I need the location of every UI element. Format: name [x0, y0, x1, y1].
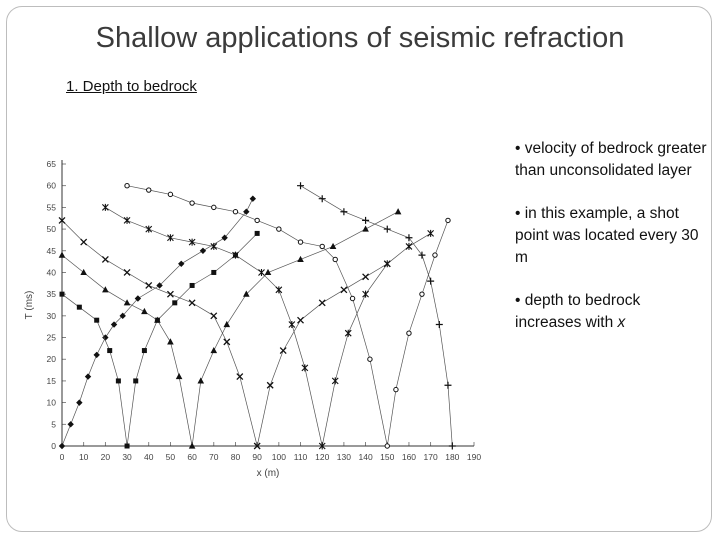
data-point — [363, 291, 369, 298]
y-tick-label: 15 — [46, 375, 56, 386]
data-point — [189, 300, 195, 306]
data-point — [333, 257, 337, 261]
data-point — [319, 300, 325, 306]
data-point — [102, 204, 108, 211]
x-tick-label: 80 — [230, 452, 241, 462]
data-point — [277, 227, 281, 231]
data-point — [332, 377, 338, 384]
data-point — [141, 308, 148, 314]
x-tick-label: 60 — [187, 452, 197, 462]
bullet-text: • depth to bedrock increases with — [515, 292, 641, 331]
data-point — [428, 230, 434, 237]
data-point — [147, 188, 151, 192]
data-point — [200, 248, 206, 254]
series-group — [59, 217, 390, 449]
data-point — [211, 270, 216, 275]
bullet-italic-x: x — [617, 314, 626, 331]
data-point — [237, 374, 243, 380]
data-point — [368, 357, 372, 361]
data-point — [394, 387, 398, 391]
data-point — [444, 382, 451, 389]
data-point — [167, 234, 173, 241]
bullet-list — [515, 138, 710, 355]
data-point — [176, 373, 183, 379]
x-tick-label: 0 — [59, 452, 65, 462]
data-point — [212, 205, 216, 209]
series-line — [62, 212, 398, 446]
data-point — [107, 348, 112, 353]
data-point — [189, 239, 195, 246]
data-point — [289, 321, 295, 328]
data-point — [406, 243, 412, 250]
data-point — [197, 377, 204, 383]
data-point — [436, 321, 443, 328]
data-point — [297, 182, 304, 189]
data-point — [407, 331, 411, 335]
data-point — [319, 195, 326, 202]
y-tick-label: 50 — [46, 224, 56, 235]
x-tick-label: 50 — [165, 452, 176, 462]
y-tick-label: 25 — [46, 332, 56, 343]
y-tick-label: 20 — [46, 354, 56, 365]
data-point — [190, 201, 194, 205]
series-group — [125, 183, 450, 448]
x-tick-label: 90 — [252, 452, 262, 462]
x-tick-label: 180 — [445, 452, 460, 462]
series-line — [301, 186, 453, 446]
data-point — [255, 231, 260, 236]
data-point — [133, 378, 138, 383]
data-point — [363, 274, 369, 280]
data-point — [142, 348, 147, 353]
series-line — [105, 207, 430, 446]
data-point — [168, 192, 172, 196]
x-tick-label: 170 — [423, 452, 438, 462]
series-group — [297, 182, 456, 449]
data-point — [341, 287, 347, 293]
data-point — [146, 226, 152, 233]
data-point — [297, 256, 304, 262]
data-point — [67, 421, 73, 427]
data-point — [59, 443, 65, 449]
data-point — [80, 269, 87, 275]
data-point — [362, 217, 369, 224]
slide-subtitle: 1. Depth to bedrock — [66, 78, 197, 95]
x-tick-label: 190 — [466, 452, 482, 462]
data-point — [298, 317, 304, 323]
data-point — [449, 443, 456, 450]
data-point — [124, 299, 131, 305]
data-point — [320, 244, 324, 248]
data-point — [345, 330, 351, 337]
data-point — [446, 218, 450, 222]
data-point — [76, 399, 82, 405]
series-line — [127, 186, 448, 446]
data-point — [250, 196, 256, 202]
data-point — [93, 352, 99, 358]
series-line — [62, 220, 387, 446]
data-point — [210, 347, 217, 353]
bullet-item — [515, 290, 710, 334]
data-point — [350, 296, 354, 300]
data-point — [384, 260, 390, 267]
x-tick-label: 110 — [293, 452, 308, 462]
bullet-item: • velocity of bedrock greater than unconsolidated layer — [515, 140, 707, 179]
x-tick-label: 120 — [315, 452, 330, 462]
slide-title: Shallow applications of seismic refraction — [95, 22, 625, 54]
data-point — [60, 292, 65, 297]
data-point — [405, 234, 412, 241]
y-tick-label: 45 — [46, 245, 56, 256]
y-tick-label: 40 — [46, 267, 56, 278]
x-axis-label: x (m) — [256, 468, 280, 479]
x-tick-label: 20 — [100, 452, 111, 462]
data-point — [330, 243, 337, 249]
data-point — [427, 278, 434, 285]
data-point — [124, 217, 130, 224]
data-point — [276, 286, 282, 293]
data-point — [265, 269, 272, 275]
x-tick-label: 100 — [271, 452, 286, 462]
data-point — [362, 225, 369, 231]
x-tick-label: 140 — [358, 452, 373, 462]
data-point — [124, 269, 130, 275]
data-point — [172, 300, 177, 305]
data-point — [340, 208, 347, 215]
traveltime-chart — [14, 150, 494, 490]
series-group — [102, 204, 433, 450]
x-tick-label: 30 — [122, 452, 132, 462]
data-point — [77, 305, 82, 310]
bullet-item: • in this example, a shot point was located every 30 m — [515, 205, 699, 266]
data-point — [255, 218, 259, 222]
data-point — [224, 339, 230, 345]
series-line — [62, 233, 257, 446]
data-point — [384, 226, 391, 233]
x-tick-label: 70 — [209, 452, 219, 462]
data-point — [258, 269, 264, 276]
data-point — [59, 252, 66, 258]
traveltime-figure — [14, 150, 494, 490]
data-point — [125, 444, 130, 449]
data-point — [433, 253, 437, 257]
data-point — [146, 282, 152, 288]
data-point — [167, 338, 174, 344]
y-tick-label: 60 — [46, 180, 56, 191]
data-point — [102, 256, 108, 262]
data-point — [420, 292, 424, 296]
x-tick-label: 150 — [380, 452, 395, 462]
data-point — [167, 291, 173, 297]
y-tick-label: 55 — [46, 202, 56, 213]
y-tick-label: 30 — [46, 310, 56, 321]
x-tick-label: 10 — [78, 452, 89, 462]
data-point — [116, 378, 121, 383]
y-tick-label: 35 — [46, 289, 56, 300]
data-point — [81, 239, 87, 245]
data-point — [224, 321, 231, 327]
data-point — [233, 210, 237, 214]
data-point — [125, 183, 129, 187]
y-tick-label: 0 — [51, 441, 56, 451]
data-point — [302, 364, 308, 371]
data-point — [211, 313, 217, 319]
data-point — [85, 373, 91, 379]
x-tick-label: 160 — [401, 452, 417, 462]
y-axis-label: T (ms) — [24, 290, 35, 320]
y-tick-label: 5 — [51, 419, 56, 430]
data-point — [190, 283, 195, 288]
data-point — [211, 243, 217, 250]
data-point — [267, 382, 273, 388]
data-point — [280, 348, 286, 354]
data-point — [102, 286, 109, 292]
x-tick-label: 130 — [336, 452, 351, 462]
y-tick-label: 10 — [46, 397, 56, 408]
data-point — [385, 444, 389, 448]
x-tick-label: 40 — [144, 452, 154, 462]
data-point — [94, 318, 99, 323]
data-point — [418, 252, 425, 259]
data-point — [298, 240, 302, 244]
data-point — [395, 208, 402, 214]
y-tick-label: 65 — [46, 159, 56, 169]
